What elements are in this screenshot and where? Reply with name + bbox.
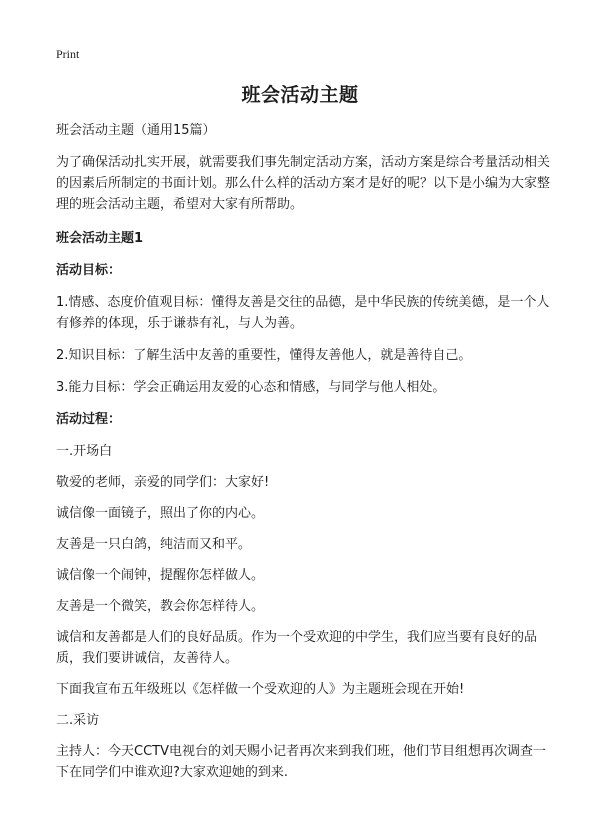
page-title: 班会活动主题 bbox=[241, 84, 359, 106]
part1-line: 敬爱的老师，亲爱的同学们：大家好! bbox=[56, 475, 270, 490]
intro-paragraph: 为了确保活动扎实开展，就需要我们事先制定活动方案，活动方案是综合考量活动相关的因素后所制定的书面计划。那么什么样的活动方案才是好的呢？以下是小编为大家整理的班会活动主题，希望对大家有所帮助。 bbox=[56, 155, 551, 212]
print-link[interactable]: Print bbox=[56, 47, 80, 61]
goal-item: 2.知识目标：了解生活中友善的重要性，懂得友善他人，就是善待自己。 bbox=[56, 348, 472, 363]
part1-line: 诚信和友善都是人们的良好品质。作为一个受欢迎的中学生，我们应当要有良好的品质，我们要讲诚信，友善待人。 bbox=[56, 630, 538, 666]
part1-title: 一.开场白 bbox=[56, 444, 113, 459]
section-title: 班会活动主题1 bbox=[56, 231, 144, 246]
part1-line: 诚信像一面镜子，照出了你的内心。 bbox=[56, 506, 265, 521]
part1-line: 友善是一个微笑，教会你怎样待人。 bbox=[56, 599, 265, 614]
document-body bbox=[56, 120, 550, 793]
goals-heading: 活动目标： bbox=[56, 263, 122, 278]
part1-line: 下面我宣布五年级班以《怎样做一个受欢迎的人》为主题班会现在开始! bbox=[56, 682, 465, 697]
part1-line: 友善是一只白鸽，纯洁而又和平。 bbox=[56, 537, 252, 552]
part2-title: 二.采访 bbox=[56, 713, 100, 728]
process-heading: 活动过程： bbox=[56, 412, 122, 427]
part1-line: 诚信像一个闹钟，提醒你怎样做人。 bbox=[56, 568, 265, 583]
part2-line: 主持人：今天CCTV电视台的刘天赐小记者再次来到我们班，他们节目组想再次调查一下在同学们中谁欢迎?大家欢迎她的到来. bbox=[56, 744, 546, 780]
document-subtitle: 班会活动主题（通用15篇） bbox=[56, 123, 216, 138]
goal-item: 1.情感、态度价值观目标：懂得友善是交往的品德，是中华民族的传统美德，是一个人有修养的体现，乐于谦恭有礼，与人为善。 bbox=[56, 295, 550, 331]
goal-item: 3.能力目标：学会正确运用友爱的心态和情感，与同学与他人相处。 bbox=[56, 380, 446, 395]
